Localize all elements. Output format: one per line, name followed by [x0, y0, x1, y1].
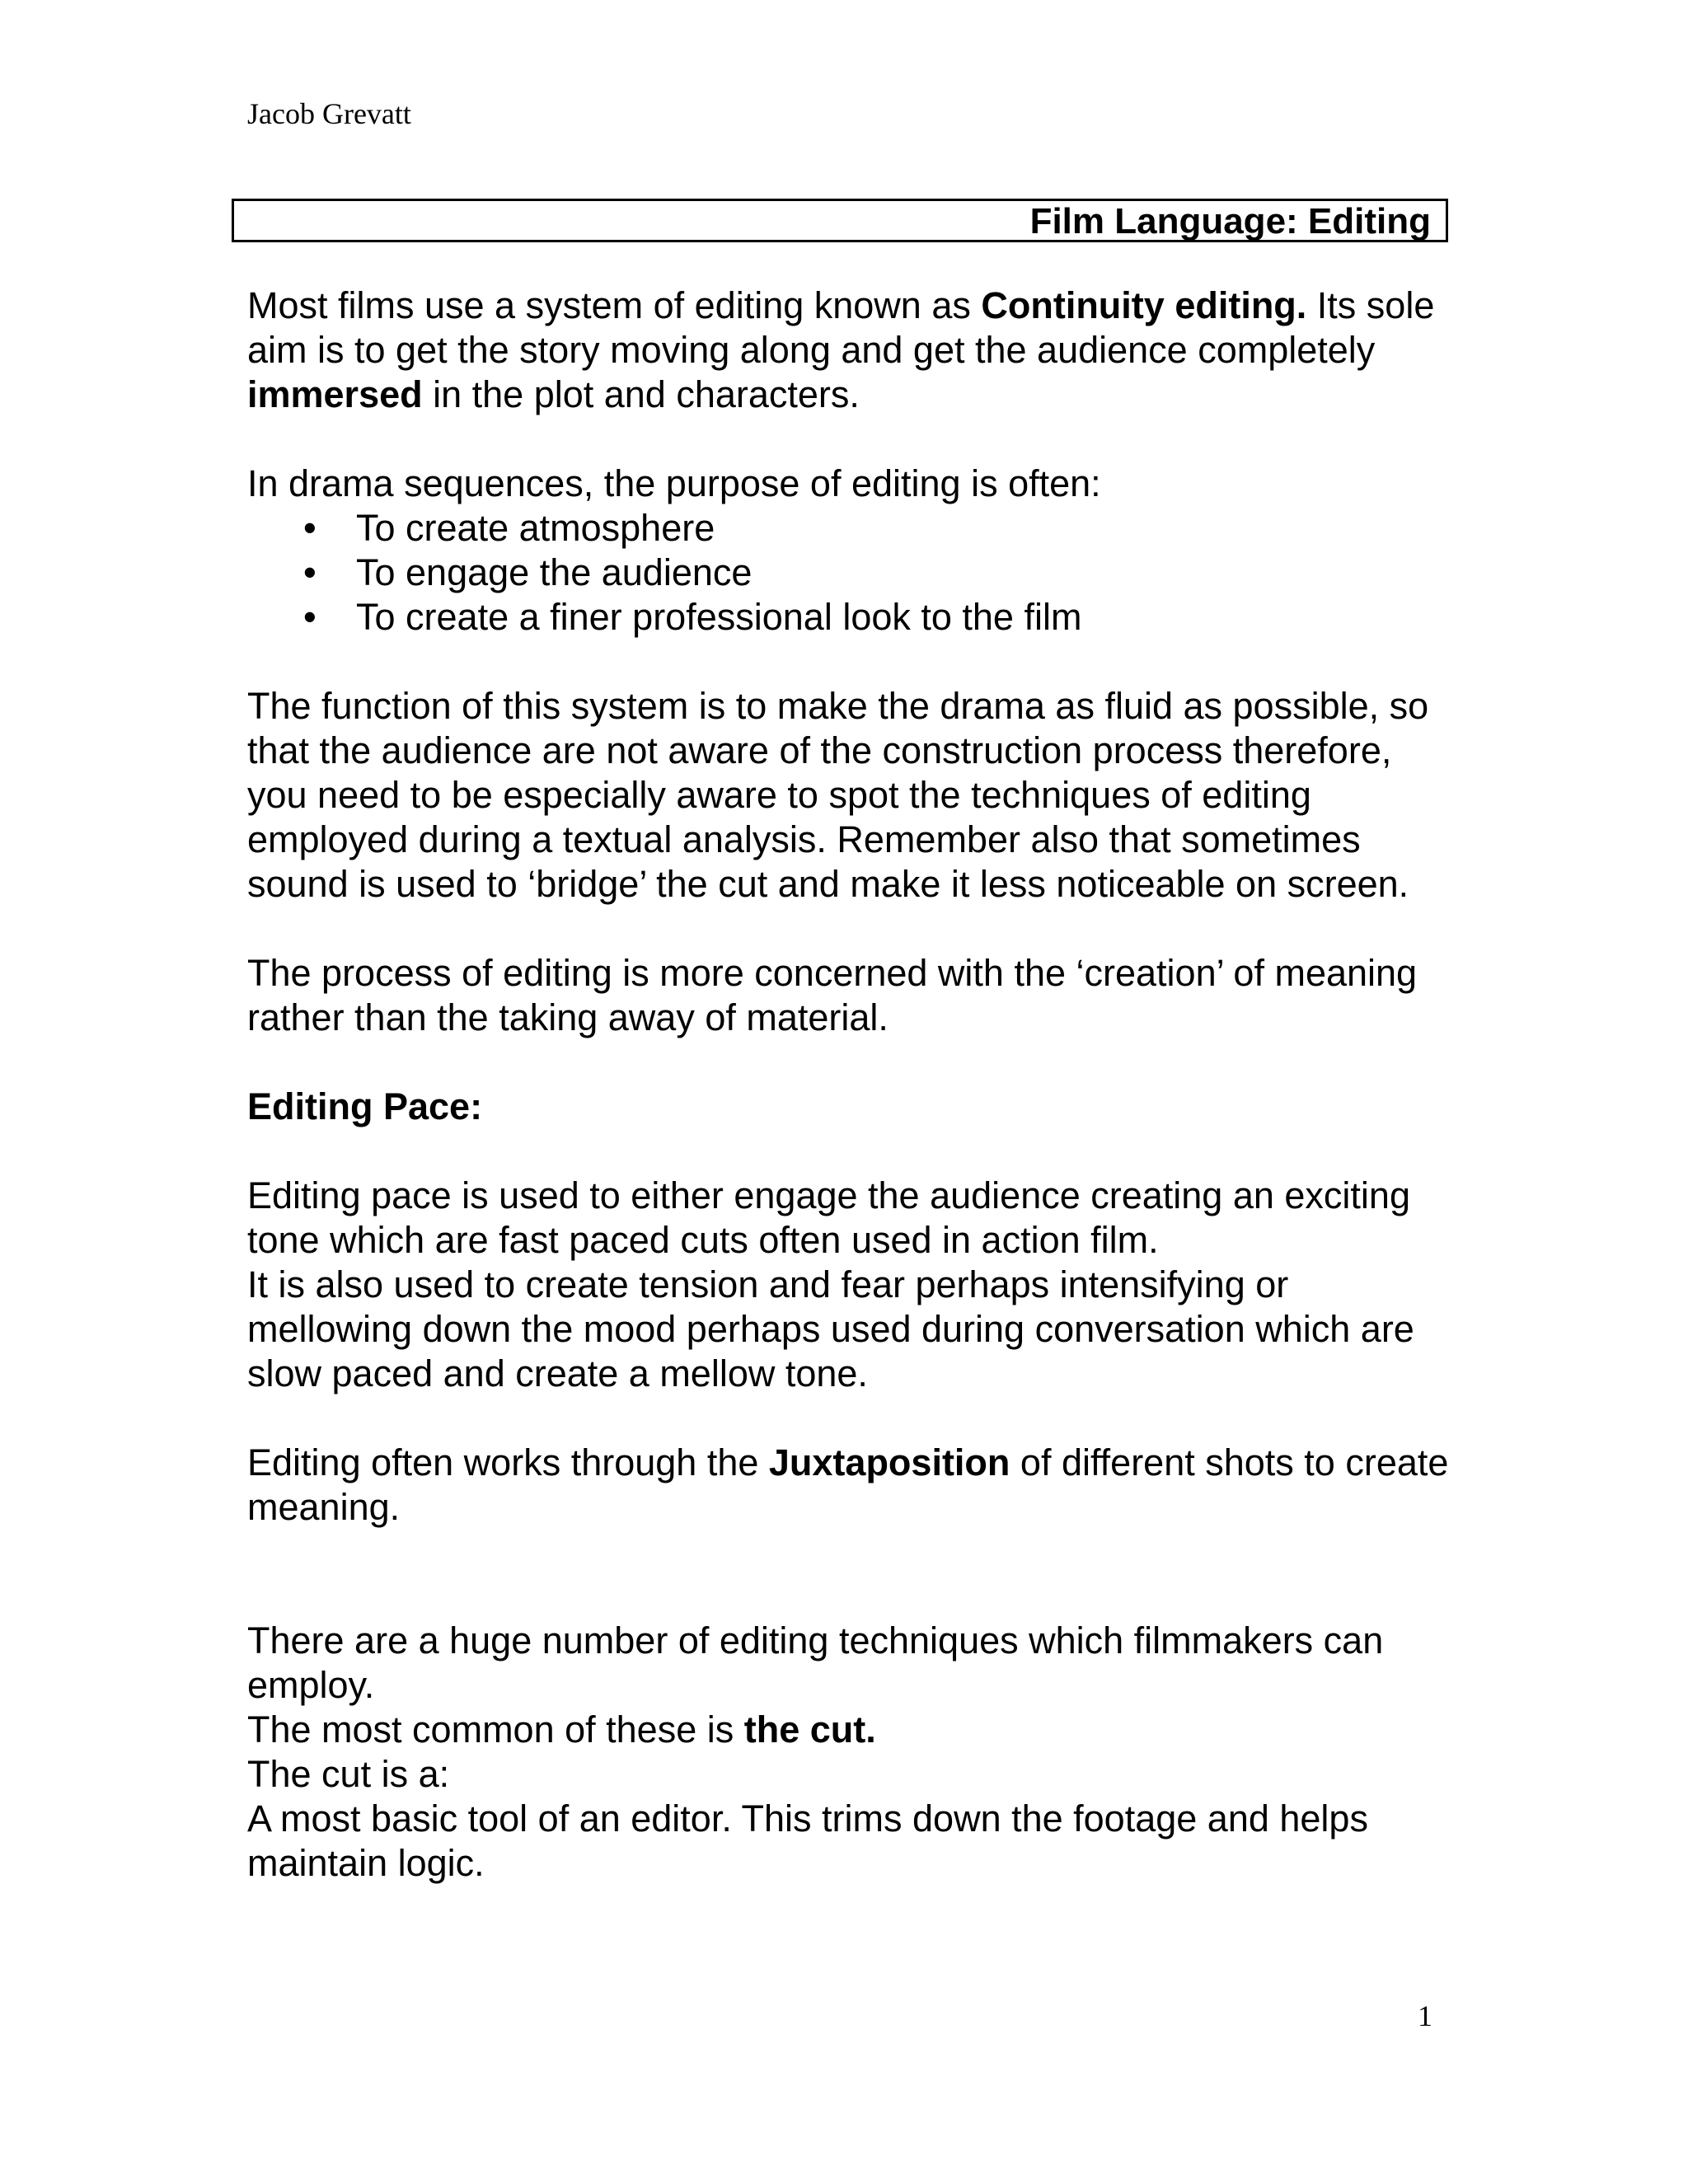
- pace-line-1: Editing pace is used to either engage the audience creating an exciting tone which are fast paced cuts often used in action film.: [247, 1174, 1410, 1261]
- function-paragraph: The function of this system is to make the drama as fluid as possible, so that the audience are not aware of the construction process therefore, you need to be especially aware to spot the techniques of editing employed during a textual analysis. Remember also that sometimes sound is used to ‘bridge’ the cut and make it less noticeable on screen.: [247, 685, 1429, 905]
- list-item-text: To engage the audience: [356, 551, 753, 593]
- intro-text-2: Its sole aim is to get the story moving along and get the audience completely: [247, 284, 1435, 371]
- purpose-list: [247, 506, 1451, 640]
- techniques-line: There are a huge number of editing techniques which filmmakers can employ.: [247, 1619, 1384, 1706]
- intro-bold-continuity: Continuity editing.: [981, 284, 1307, 326]
- most-common-line: [247, 1708, 1451, 1752]
- intro-text-1: Most films use a system of editing known as: [247, 284, 982, 326]
- juxta-text-2: of different shots to create meaning.: [247, 1441, 1449, 1528]
- header-author: Jacob Grevatt: [247, 97, 411, 130]
- juxtaposition-paragraph: [247, 1441, 1451, 1530]
- list-item: [247, 506, 1451, 551]
- juxta-text-1: Editing often works through the: [247, 1441, 769, 1483]
- bullet-icon: •: [303, 596, 316, 638]
- intro-bold-immersed: immersed: [247, 373, 423, 415]
- pace-heading: [247, 1085, 1451, 1129]
- document-body: [247, 284, 1451, 1886]
- bullet-icon: •: [303, 551, 316, 593]
- process-paragraph: The process of editing is more concerned with the ‘creation’ of meaning rather than the taking away of material.: [247, 952, 1418, 1038]
- pace-heading-text: Editing Pace:: [247, 1085, 483, 1127]
- list-item: [247, 551, 1451, 595]
- pace-line-2: It is also used to create tension and fear perhaps intensifying or mellowing down the mood perhaps used during conversation which are slow paced and create a mellow tone.: [247, 1263, 1414, 1394]
- page-number: 1: [1418, 1999, 1432, 2032]
- list-item-text: To create atmosphere: [356, 507, 715, 549]
- bullet-icon: •: [303, 507, 316, 549]
- title-box: [232, 199, 1448, 242]
- juxta-bold: Juxtaposition: [768, 1441, 1010, 1483]
- intro-text-3: in the plot and characters.: [422, 373, 860, 415]
- common-text: The most common of these is: [247, 1708, 744, 1750]
- list-item: [247, 595, 1451, 640]
- cut-is-line: The cut is a:: [247, 1753, 450, 1795]
- drama-intro: In drama sequences, the purpose of editing is often:: [247, 462, 1101, 504]
- document-title: Film Language: Editing: [1029, 201, 1431, 241]
- list-item-text: To create a finer professional look to the film: [356, 596, 1082, 638]
- common-bold: the cut.: [743, 1708, 876, 1750]
- cut-definition: A most basic tool of an editor. This trims down the footage and helps maintain logic.: [247, 1797, 1368, 1884]
- intro-paragraph: [247, 284, 1451, 417]
